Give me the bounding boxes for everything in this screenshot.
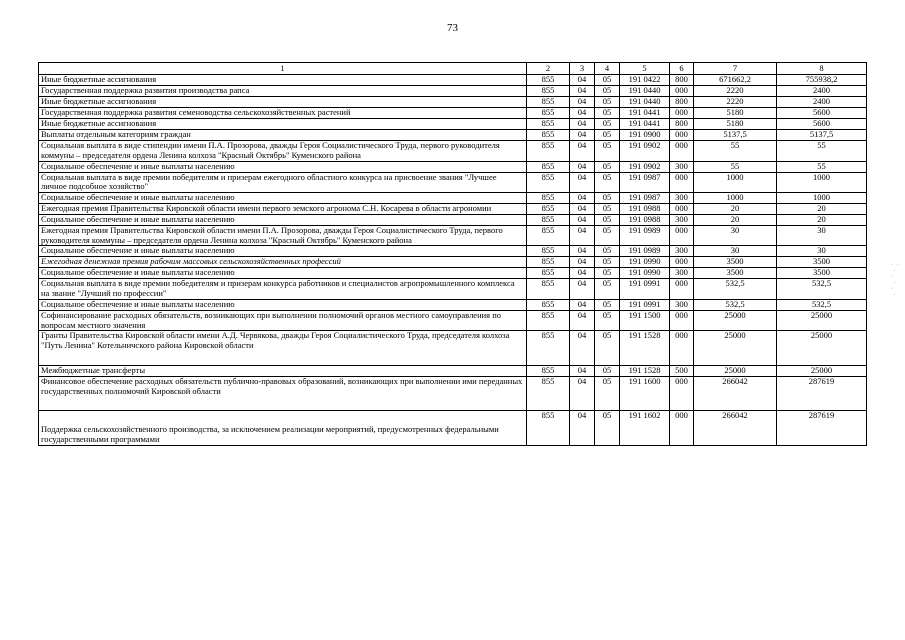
row-value-cell: 5137,5 xyxy=(777,130,867,141)
table-row xyxy=(39,108,867,119)
row-value-cell: 000 xyxy=(670,141,694,162)
row-value-cell: 191 0441 xyxy=(620,119,670,130)
row-value-cell: 30 xyxy=(777,246,867,257)
row-value-cell: 532,5 xyxy=(777,299,867,310)
row-value-cell: 2220 xyxy=(694,97,777,108)
row-value-cell: 855 xyxy=(527,172,570,193)
row-value-cell: 532,5 xyxy=(777,279,867,300)
row-value-cell: 04 xyxy=(570,299,595,310)
row-value-cell: 2400 xyxy=(777,86,867,97)
row-value-cell: 04 xyxy=(570,411,595,446)
row-label-cell: Иные бюджетные ассигнования xyxy=(39,75,527,86)
row-value-cell: 25000 xyxy=(777,331,867,366)
row-value-cell: 05 xyxy=(595,411,620,446)
row-label-cell: Социальное обеспечение и иные выплаты населению xyxy=(39,193,527,204)
row-value-cell: 04 xyxy=(570,97,595,108)
table-row xyxy=(39,86,867,97)
row-value-cell: 2400 xyxy=(777,97,867,108)
row-value-cell: 5137,5 xyxy=(694,130,777,141)
row-value-cell: 05 xyxy=(595,75,620,86)
page-number: 73 xyxy=(447,22,458,34)
row-value-cell: 191 0902 xyxy=(620,161,670,172)
row-value-cell: 500 xyxy=(670,365,694,376)
row-value-cell: 300 xyxy=(670,268,694,279)
row-value-cell: 855 xyxy=(527,268,570,279)
row-value-cell: 05 xyxy=(595,161,620,172)
row-value-cell: 25000 xyxy=(777,365,867,376)
row-value-cell: 05 xyxy=(595,376,620,411)
row-value-cell: 191 0988 xyxy=(620,214,670,225)
row-value-cell: 855 xyxy=(527,86,570,97)
row-value-cell: 855 xyxy=(527,130,570,141)
row-value-cell: 300 xyxy=(670,193,694,204)
row-value-cell: 191 1528 xyxy=(620,331,670,366)
row-value-cell: 04 xyxy=(570,214,595,225)
row-value-cell: 191 0990 xyxy=(620,268,670,279)
row-value-cell: 191 1602 xyxy=(620,411,670,446)
row-value-cell: 05 xyxy=(595,268,620,279)
row-value-cell: 05 xyxy=(595,257,620,268)
row-value-cell: 30 xyxy=(694,246,777,257)
row-value-cell: 04 xyxy=(570,310,595,331)
row-value-cell: 04 xyxy=(570,225,595,246)
row-value-cell: 04 xyxy=(570,141,595,162)
row-value-cell: 05 xyxy=(595,246,620,257)
row-value-cell: 191 0991 xyxy=(620,299,670,310)
row-value-cell: 855 xyxy=(527,161,570,172)
row-value-cell: 05 xyxy=(595,279,620,300)
row-label-cell: Социальное обеспечение и иные выплаты населению xyxy=(39,299,527,310)
table-row xyxy=(39,331,867,366)
row-value-cell: 04 xyxy=(570,86,595,97)
budget-table xyxy=(38,62,867,446)
row-value-cell: 855 xyxy=(527,279,570,300)
row-value-cell: 532,5 xyxy=(694,279,777,300)
row-label-cell: Ежегодная премия Правительства Кировской области имени первого земского агронома С.Н. Косарева в области агрономии xyxy=(39,204,527,215)
column-header: 6 xyxy=(670,63,694,75)
row-value-cell: 287619 xyxy=(777,376,867,411)
row-value-cell: 20 xyxy=(694,204,777,215)
row-value-cell: 20 xyxy=(777,214,867,225)
table-row xyxy=(39,310,867,331)
row-value-cell: 855 xyxy=(527,204,570,215)
row-value-cell: 05 xyxy=(595,86,620,97)
row-value-cell: 30 xyxy=(777,225,867,246)
row-value-cell: 05 xyxy=(595,365,620,376)
row-value-cell: 04 xyxy=(570,172,595,193)
column-header: 2 xyxy=(527,63,570,75)
row-value-cell: 855 xyxy=(527,119,570,130)
row-value-cell: 191 0989 xyxy=(620,246,670,257)
row-value-cell: 05 xyxy=(595,310,620,331)
row-value-cell: 300 xyxy=(670,161,694,172)
row-value-cell: 855 xyxy=(527,411,570,446)
row-label-cell: Финансовое обеспечение расходных обязательств публично-правовых образований, возникающих при выполнении ими переданных государственных полномочий Кировской области xyxy=(39,376,527,411)
row-value-cell: 20 xyxy=(694,214,777,225)
row-value-cell: 000 xyxy=(670,279,694,300)
row-value-cell: 000 xyxy=(670,257,694,268)
row-value-cell: 000 xyxy=(670,172,694,193)
row-value-cell: 800 xyxy=(670,75,694,86)
row-value-cell: 3500 xyxy=(694,268,777,279)
row-value-cell: 191 0422 xyxy=(620,75,670,86)
row-value-cell: 05 xyxy=(595,225,620,246)
row-value-cell: 04 xyxy=(570,161,595,172)
table-row xyxy=(39,299,867,310)
row-label-cell: Иные бюджетные ассигнования xyxy=(39,97,527,108)
row-label-cell: Социальное обеспечение и иные выплаты населению xyxy=(39,161,527,172)
row-value-cell: 266042 xyxy=(694,411,777,446)
table-row xyxy=(39,193,867,204)
row-value-cell: 5600 xyxy=(777,108,867,119)
column-header: 3 xyxy=(570,63,595,75)
row-value-cell: 5600 xyxy=(777,119,867,130)
row-value-cell: 05 xyxy=(595,214,620,225)
row-value-cell: 191 0902 xyxy=(620,141,670,162)
row-value-cell: 05 xyxy=(595,331,620,366)
table-row xyxy=(39,130,867,141)
row-value-cell: 05 xyxy=(595,97,620,108)
row-value-cell: 000 xyxy=(670,86,694,97)
row-value-cell: 3500 xyxy=(777,268,867,279)
row-value-cell: 55 xyxy=(777,141,867,162)
row-value-cell: 04 xyxy=(570,279,595,300)
row-value-cell: 04 xyxy=(570,108,595,119)
row-label-cell: Ежегодная денежная премия рабочим массовых сельскохозяйственных профессий xyxy=(39,257,527,268)
row-label-cell: Гранты Правительства Кировской области имени А.Д. Червякова, дважды Героя Социалистического Труда, председателя колхоза "Путь Ленина" Котельничского района Кировской области xyxy=(39,331,527,366)
row-value-cell: 266042 xyxy=(694,376,777,411)
row-value-cell: 855 xyxy=(527,75,570,86)
row-value-cell: 855 xyxy=(527,214,570,225)
row-value-cell: 191 0440 xyxy=(620,86,670,97)
column-header: 4 xyxy=(595,63,620,75)
row-value-cell: 55 xyxy=(777,161,867,172)
table-row xyxy=(39,279,867,300)
row-value-cell: 5180 xyxy=(694,119,777,130)
row-value-cell: 191 0440 xyxy=(620,97,670,108)
row-value-cell: 855 xyxy=(527,141,570,162)
row-value-cell: 05 xyxy=(595,130,620,141)
table-row xyxy=(39,161,867,172)
row-value-cell: 04 xyxy=(570,130,595,141)
row-value-cell: 855 xyxy=(527,97,570,108)
row-value-cell: 855 xyxy=(527,365,570,376)
row-value-cell: 04 xyxy=(570,75,595,86)
row-value-cell: 5180 xyxy=(694,108,777,119)
row-value-cell: 855 xyxy=(527,246,570,257)
table-row xyxy=(39,204,867,215)
row-value-cell: 05 xyxy=(595,204,620,215)
row-value-cell: 000 xyxy=(670,310,694,331)
table-row xyxy=(39,376,867,411)
row-value-cell: 300 xyxy=(670,214,694,225)
row-value-cell: 05 xyxy=(595,172,620,193)
row-value-cell: 000 xyxy=(670,225,694,246)
row-label-cell: Социальное обеспечение и иные выплаты населению xyxy=(39,268,527,279)
row-value-cell: 04 xyxy=(570,246,595,257)
table-row xyxy=(39,214,867,225)
row-value-cell: 191 0988 xyxy=(620,204,670,215)
scan-margin-marks: · · · · · · · xyxy=(891,262,900,298)
row-value-cell: 855 xyxy=(527,257,570,268)
row-label-cell: Софинансирование расходных обязательств, возникающих при выполнении полномочий органов местного самоуправления по вопросам местного значения xyxy=(39,310,527,331)
row-value-cell: 191 0441 xyxy=(620,108,670,119)
row-value-cell: 191 1528 xyxy=(620,365,670,376)
row-value-cell: 191 1500 xyxy=(620,310,670,331)
row-value-cell: 04 xyxy=(570,257,595,268)
row-value-cell: 30 xyxy=(694,225,777,246)
row-value-cell: 191 1600 xyxy=(620,376,670,411)
row-value-cell: 1000 xyxy=(694,193,777,204)
row-value-cell: 855 xyxy=(527,225,570,246)
row-label-cell: Социальная выплата в виде премии победителям и призерам конкурса работников и специалистов агропромышленного комплекса на звание "Лучший по профессии" xyxy=(39,279,527,300)
row-value-cell: 855 xyxy=(527,108,570,119)
row-value-cell: 04 xyxy=(570,193,595,204)
row-value-cell: 000 xyxy=(670,204,694,215)
row-value-cell: 855 xyxy=(527,376,570,411)
row-value-cell: 191 0991 xyxy=(620,279,670,300)
row-value-cell: 191 0900 xyxy=(620,130,670,141)
table-row xyxy=(39,141,867,162)
row-label-cell: Социальное обеспечение и иные выплаты населению xyxy=(39,246,527,257)
row-label-cell: Государственная поддержка развития производства рапса xyxy=(39,86,527,97)
row-value-cell: 05 xyxy=(595,108,620,119)
table-row xyxy=(39,268,867,279)
row-value-cell: 191 0990 xyxy=(620,257,670,268)
row-value-cell: 55 xyxy=(694,141,777,162)
row-value-cell: 287619 xyxy=(777,411,867,446)
row-value-cell: 25000 xyxy=(694,331,777,366)
row-value-cell: 755938,2 xyxy=(777,75,867,86)
row-value-cell: 04 xyxy=(570,204,595,215)
row-label-cell: Межбюджетные трансферты xyxy=(39,365,527,376)
row-value-cell: 855 xyxy=(527,331,570,366)
column-header: 1 xyxy=(39,63,527,75)
row-value-cell: 671662,2 xyxy=(694,75,777,86)
column-header: 7 xyxy=(694,63,777,75)
row-value-cell: 191 0987 xyxy=(620,193,670,204)
row-value-cell: 04 xyxy=(570,331,595,366)
row-value-cell: 1000 xyxy=(777,172,867,193)
row-value-cell: 191 0989 xyxy=(620,225,670,246)
row-value-cell: 300 xyxy=(670,246,694,257)
row-value-cell: 04 xyxy=(570,376,595,411)
table-header-row xyxy=(39,63,867,75)
row-label-cell: Ежегодная премия Правительства Кировской области имени П.А. Прозорова, дважды Героя Социалистического Труда, первого руководителя коммуны – председателя ордена Ленина колхоза "Красный Октябрь" Куменского района xyxy=(39,225,527,246)
row-value-cell: 000 xyxy=(670,108,694,119)
row-value-cell: 05 xyxy=(595,299,620,310)
table-row xyxy=(39,225,867,246)
row-value-cell: 3500 xyxy=(694,257,777,268)
row-value-cell: 000 xyxy=(670,376,694,411)
row-value-cell: 2220 xyxy=(694,86,777,97)
row-value-cell: 855 xyxy=(527,193,570,204)
row-label-cell: Социальная выплата в виде премии победителям и призерам ежегодного областного конкурса на присвоение звания "Лучшее личное подсобное хозяйство" xyxy=(39,172,527,193)
row-value-cell: 04 xyxy=(570,268,595,279)
row-label-cell: Социальная выплата в виде стипендии имени П.А. Прозорова, дважды Героя Социалистического Труда, первого руководителя коммуны – председателя ордена Ленина колхоза "Красный Октябрь" Куменского района xyxy=(39,141,527,162)
row-value-cell: 55 xyxy=(694,161,777,172)
row-label-cell: Иные бюджетные ассигнования xyxy=(39,119,527,130)
row-value-cell: 25000 xyxy=(694,365,777,376)
column-header: 5 xyxy=(620,63,670,75)
row-value-cell: 04 xyxy=(570,365,595,376)
table-row xyxy=(39,246,867,257)
table-row xyxy=(39,365,867,376)
row-value-cell: 05 xyxy=(595,141,620,162)
row-value-cell: 855 xyxy=(527,299,570,310)
row-value-cell: 04 xyxy=(570,119,595,130)
row-value-cell: 20 xyxy=(777,204,867,215)
table-row xyxy=(39,97,867,108)
table-row xyxy=(39,119,867,130)
row-value-cell: 05 xyxy=(595,119,620,130)
row-value-cell: 800 xyxy=(670,97,694,108)
row-label-cell: Государственная поддержка развития семеноводства сельскохозяйственных растений xyxy=(39,108,527,119)
row-value-cell: 1000 xyxy=(694,172,777,193)
table-row xyxy=(39,75,867,86)
table-row xyxy=(39,257,867,268)
row-value-cell: 25000 xyxy=(694,310,777,331)
row-value-cell: 3500 xyxy=(777,257,867,268)
row-value-cell: 800 xyxy=(670,119,694,130)
table-row xyxy=(39,172,867,193)
row-value-cell: 191 0987 xyxy=(620,172,670,193)
row-value-cell: 300 xyxy=(670,299,694,310)
row-value-cell: 000 xyxy=(670,411,694,446)
row-label-cell: Поддержка сельскохозяйственного производства, за исключением реализации мероприятий, предусмотренных федеральными государственными программами xyxy=(39,411,527,446)
table-row xyxy=(39,411,867,446)
row-label-cell: Социальное обеспечение и иные выплаты населению xyxy=(39,214,527,225)
row-value-cell: 000 xyxy=(670,331,694,366)
column-header: 8 xyxy=(777,63,867,75)
row-label-cell: Выплаты отдельным категориям граждан xyxy=(39,130,527,141)
row-value-cell: 25000 xyxy=(777,310,867,331)
row-value-cell: 1000 xyxy=(777,193,867,204)
budget-table-body xyxy=(39,63,867,446)
row-value-cell: 05 xyxy=(595,193,620,204)
row-value-cell: 000 xyxy=(670,130,694,141)
row-value-cell: 532,5 xyxy=(694,299,777,310)
row-value-cell: 855 xyxy=(527,310,570,331)
